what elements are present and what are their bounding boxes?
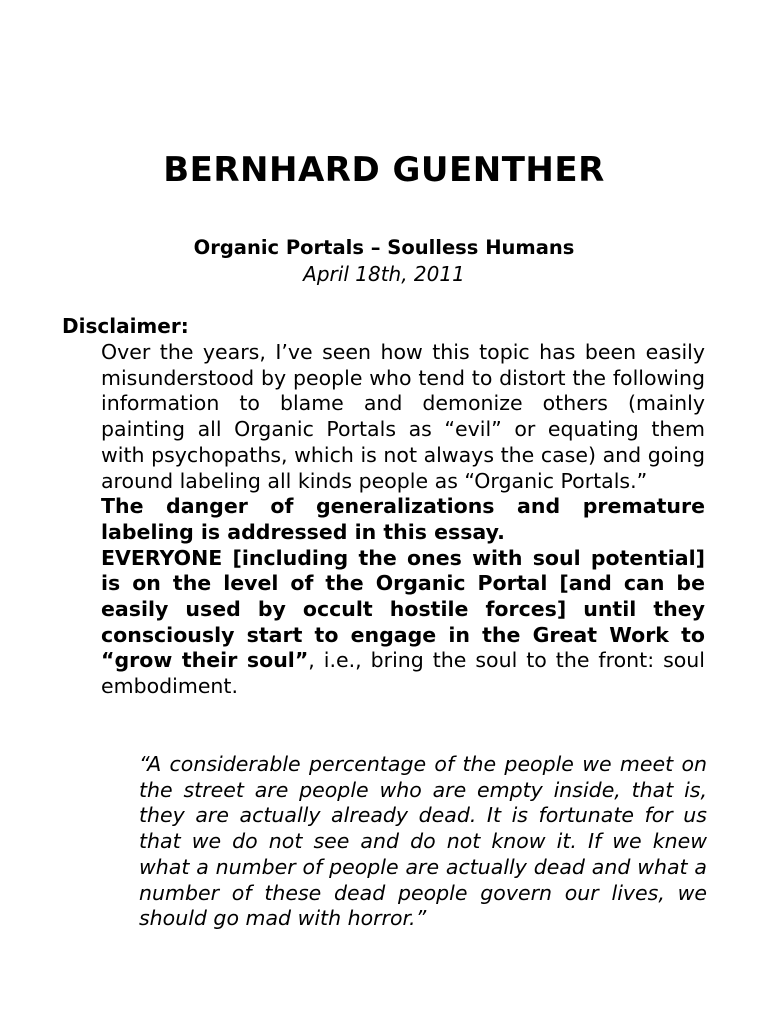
disclaimer-heading: Disclaimer: (62, 314, 189, 338)
disclaimer-paragraph: Over the years, I’ve seen how this topic has been easily misunderstood by people who tend to distort the following information to blame and demonize others (mainly painting all Organic Portals as “evil” or equating them with psychopaths, which is not always the case) and going around labeling all kinds people as “Organic Portals.” (101, 340, 705, 493)
block-quote: “A considerable percentage of the people we meet on the street are people who are empty inside, that is, they are actually already dead. It is fortunate for us that we do not see and do not know it. If we knew what a number of people are actually dead and what a number of these dead people govern our lives, we should go mad with horror.” (139, 752, 707, 931)
disclaimer-body (101, 340, 705, 700)
disclaimer-warning: The danger of generalizations and premature labeling is addressed in this essay. (101, 494, 705, 544)
everyone-rest-text: , i.e., bring the soul to the front: soul embodiment. (101, 648, 705, 699)
everyone-bold-text: EVERYONE [including the ones with soul potential] is on the level of the Organic Portal [and can be easily used by occult hostile forces] until they consciously start to engage in the Great Work to “grow their soul” (101, 545, 705, 673)
author-heading: BERNHARD GUENTHER (163, 150, 605, 190)
essay-date: April 18th, 2011 (303, 262, 465, 286)
essay-title: Organic Portals – Soulless Humans (193, 236, 575, 259)
disclaimer-everyone (101, 546, 705, 700)
